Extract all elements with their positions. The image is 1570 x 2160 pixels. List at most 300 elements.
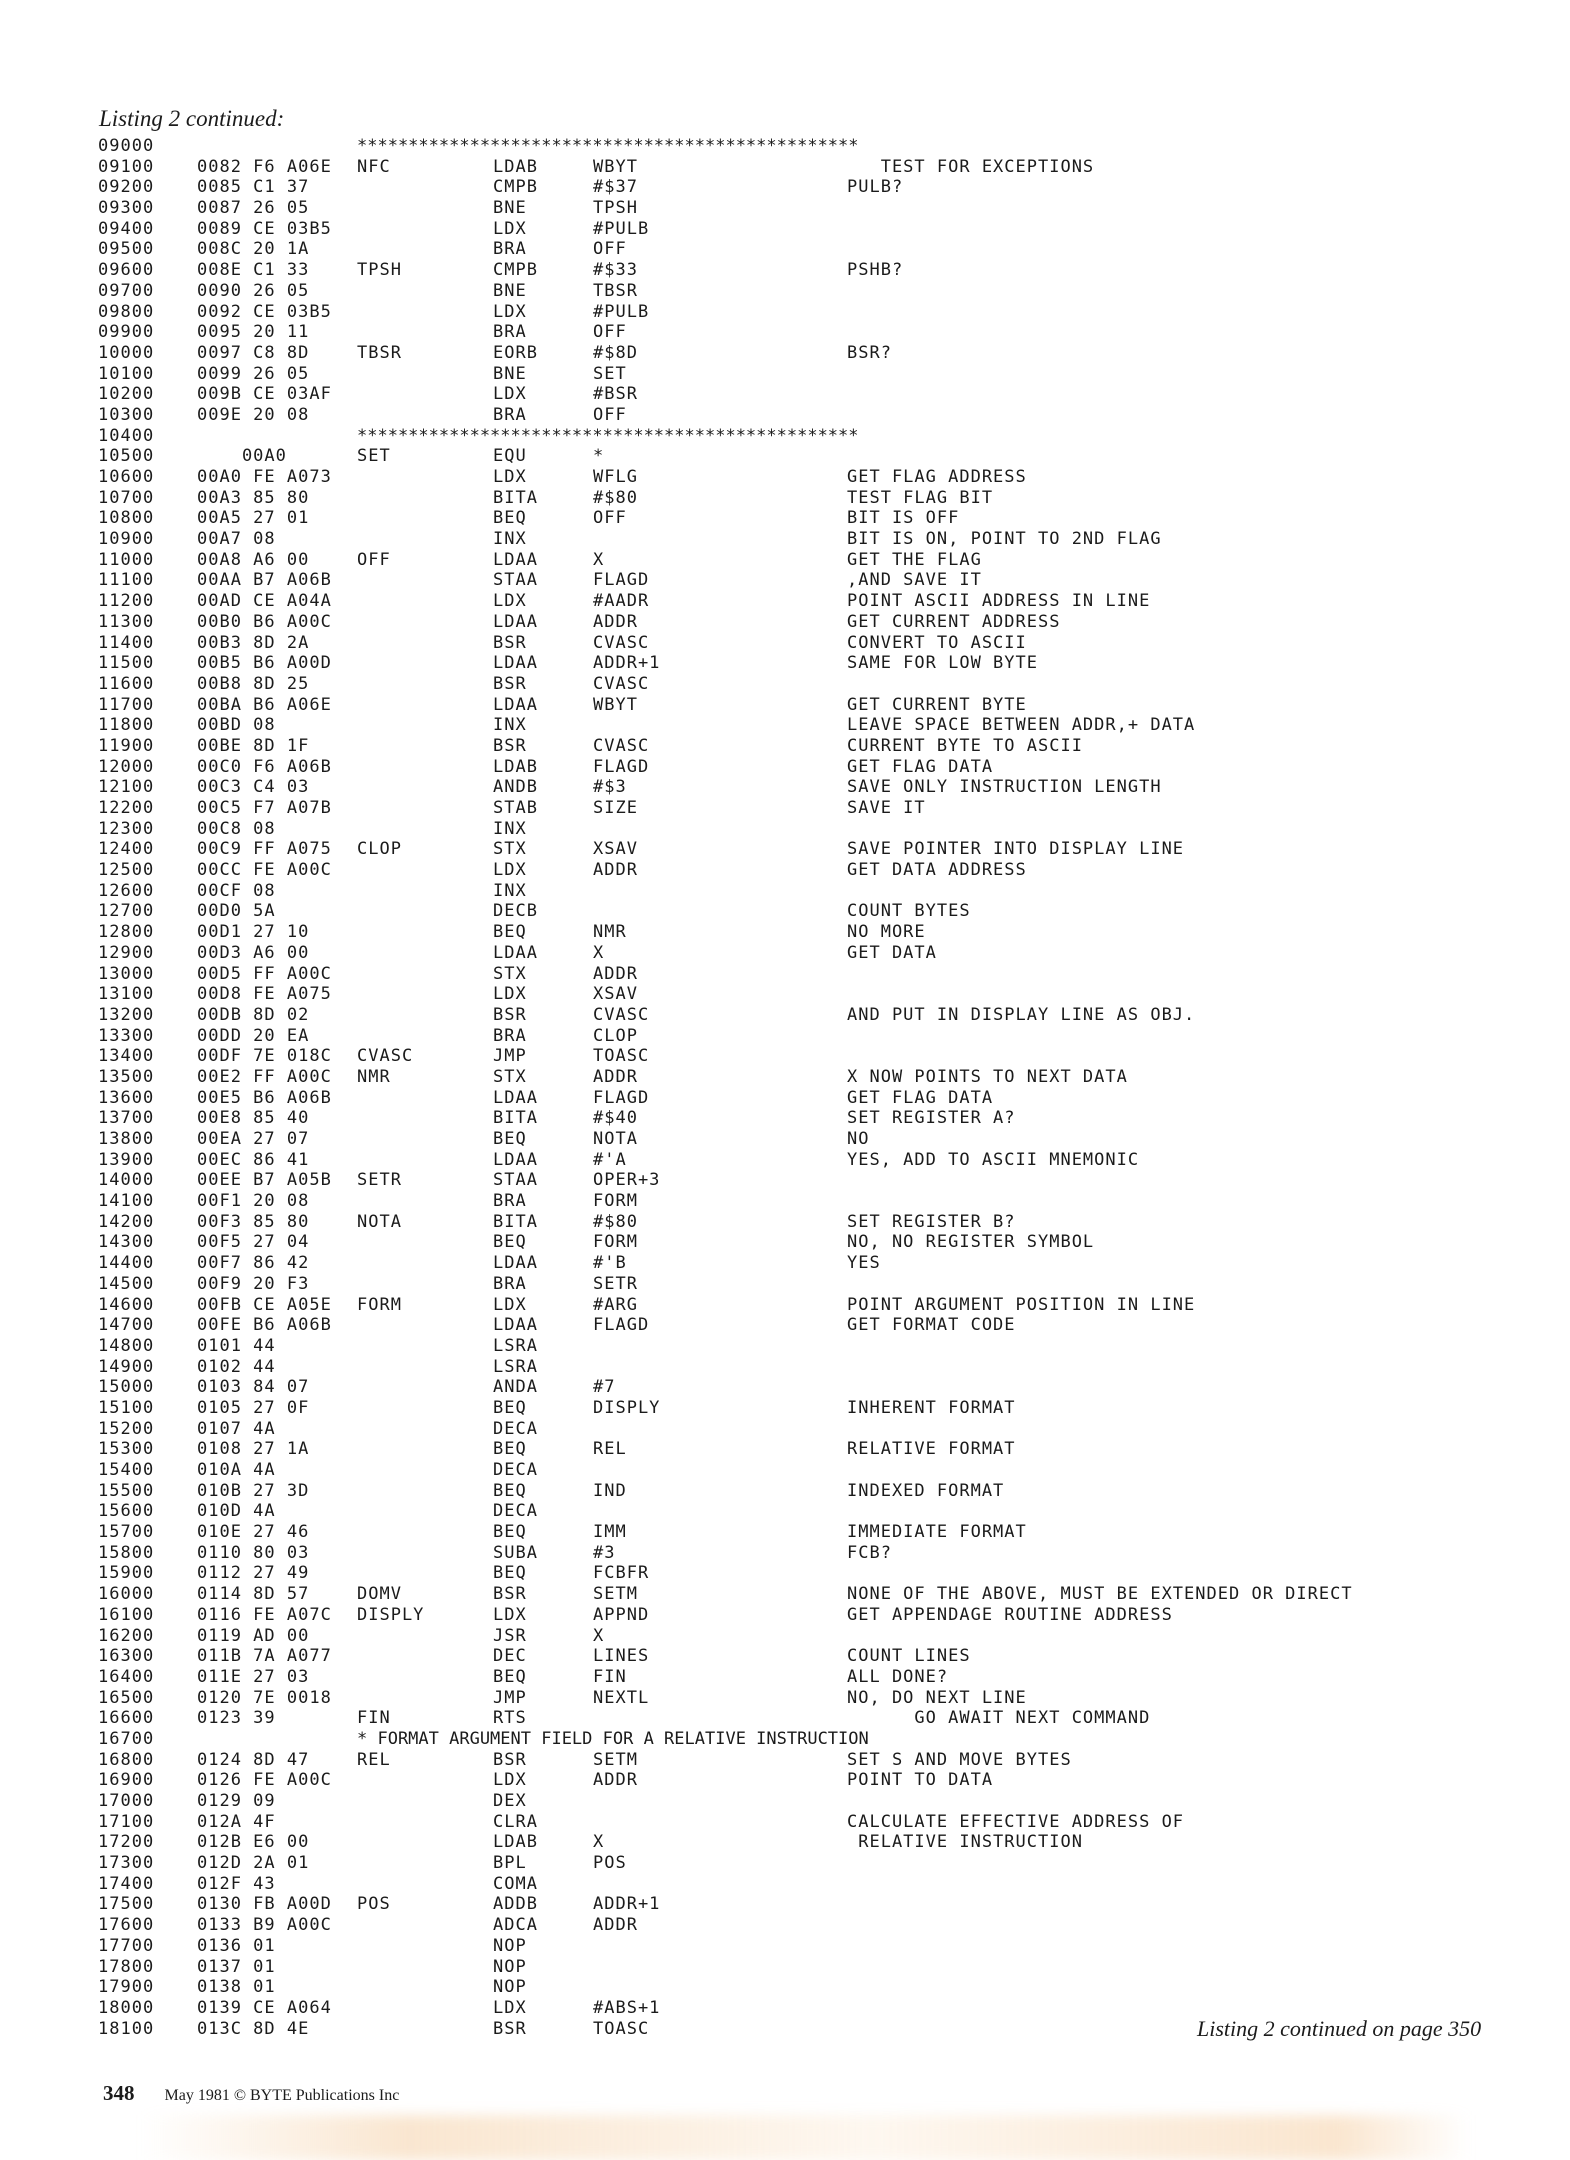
comment: CURRENT BYTE TO ASCII [847,735,1083,756]
line-number: 09400 [98,218,155,239]
comment: GET CURRENT ADDRESS [847,611,1061,632]
comment: GET CURRENT BYTE [847,694,1027,715]
opcode: ADCA [493,1915,538,1936]
asm-label: CVASC [357,1046,414,1067]
line-number: 16900 [98,1770,155,1791]
object-code: 012B E6 00 [197,1832,310,1853]
operand: SIZE [593,798,638,818]
object-code: 0105 27 0F [197,1397,310,1418]
asm-label: NOTA [357,1211,402,1232]
line-number: 16000 [98,1584,155,1605]
comment: INDEXED FORMAT [847,1480,1005,1501]
line-number: 11300 [98,611,155,632]
comment: SET REGISTER A? [847,1108,1016,1129]
object-code: 00AA B7 A06B [197,570,332,591]
object-code: 0082 F6 A06E [197,156,332,177]
line-number: 13100 [98,984,155,1005]
object-code: 0130 FB A00D [197,1894,332,1915]
line-number: 11500 [98,653,155,674]
object-code: 0097 C8 8D [197,342,310,363]
line-number: 11100 [98,570,155,591]
asm-label: TBSR [357,342,402,363]
line-number: 14200 [98,1211,155,1232]
object-code: 0129 09 [197,1791,276,1811]
opcode: INX [493,818,527,839]
comment: PULB? [847,177,904,198]
object-code: 010D 4A [197,1501,276,1522]
line-number: 13300 [98,1025,155,1046]
object-code: 012F 43 [197,1873,276,1894]
operand: OFF [593,322,627,343]
opcode: INX [493,529,527,550]
comment: SAVE ONLY INSTRUCTION LENGTH [847,777,1162,798]
opcode: BEQ [493,1129,527,1149]
operand: #$37 [593,177,638,198]
opcode: ANDA [493,1377,538,1398]
object-code: 0102 44 [197,1356,276,1377]
operand: ADDR+1 [593,653,661,674]
opcode: LDAA [493,1149,538,1170]
operand: FORM [593,1232,638,1253]
opcode: ANDB [493,777,538,798]
operand: ADDR [593,1915,638,1936]
object-code: 00D8 FE A075 [197,984,332,1005]
line-number: 15900 [98,1563,155,1584]
operand: X [593,942,605,963]
asm-label: SET [357,446,391,467]
opcode: ADDB [493,1894,538,1915]
opcode: BITA [493,1211,538,1232]
opcode: BNE [493,363,527,384]
line-number: 16600 [98,1708,155,1729]
object-code: 00F5 27 04 [197,1232,310,1253]
line-number: 13700 [98,1108,155,1129]
opcode: STX [493,963,527,984]
operand: FLAGD [593,1315,650,1336]
opcode: BEQ [493,1480,527,1501]
opcode: CLRA [493,1811,538,1832]
line-number: 10500 [98,446,155,467]
opcode: DECA [493,1501,538,1522]
opcode: STX [493,1066,527,1087]
comment: RELATIVE FORMAT [847,1439,1016,1460]
comment: FCB? [847,1542,892,1563]
operand: ADDR [593,611,638,632]
asm-label: NFC [357,156,391,177]
line-number: 10200 [98,384,155,405]
object-code: 00B0 B6 A00C [197,611,332,632]
opcode: LSRA [493,1356,538,1377]
opcode: BITA [493,1108,538,1129]
opcode: LDAA [493,694,538,715]
object-code: 00D3 A6 00 [197,942,310,963]
object-code: 00EC 86 41 [197,1149,310,1170]
opcode: BSR [493,1584,527,1605]
object-code: 00A7 08 [197,529,276,550]
object-code: 0099 26 05 [197,363,310,384]
comment: NO MORE [847,922,926,943]
comment: GET DATA [847,942,937,963]
object-code: 00BE 8D 1F [197,735,310,756]
operand: CVASC [593,735,650,756]
opcode: JSR [493,1625,527,1646]
opcode: BPL [493,1853,527,1874]
line-number: 10800 [98,508,155,529]
operand: OFF [593,239,627,260]
comment: GET FLAG DATA [847,756,994,777]
operand: #$40 [593,1108,638,1129]
asm-label: DOMV [357,1584,402,1605]
operand: NMR [593,922,627,943]
comment: SET REGISTER B? [847,1211,1016,1232]
object-code: 00F1 20 08 [197,1191,310,1212]
object-code: 0107 4A [197,1418,276,1439]
operand: #ABS+1 [593,1997,661,2018]
line-number: 09700 [98,280,155,301]
operand: TOASC [593,2018,650,2039]
object-code: 00B3 8D 2A [197,632,310,653]
object-code: 00A8 A6 00 [197,549,310,570]
line-number: 15800 [98,1542,155,1563]
line-number: 10300 [98,404,155,425]
comment: INHERENT FORMAT [847,1397,1016,1418]
line-number: 13000 [98,963,155,984]
asm-label: FIN [357,1708,391,1729]
object-code: 00DF 7E 018C [197,1046,332,1067]
opcode: LDAA [493,1087,538,1108]
line-number: 16200 [98,1625,155,1646]
operand: FLAGD [593,1087,650,1108]
operand: NOTA [593,1129,638,1149]
operand: TPSH [593,198,638,219]
operand: FORM [593,1191,638,1212]
operand: OFF [593,508,627,529]
line-number: 10600 [98,467,155,487]
opcode: LDX [493,467,527,487]
line-number: 18100 [98,2018,155,2039]
opcode: LDAA [493,1315,538,1336]
separator-text: ************************************************* [357,136,859,156]
opcode: RTS [493,1708,527,1729]
opcode: STX [493,839,527,860]
line-number: 16500 [98,1687,155,1708]
operand: #BSR [593,384,638,405]
object-code: 00EE B7 A05B [197,1170,332,1191]
opcode: JMP [493,1046,527,1067]
operand: #3 [593,1542,616,1563]
line-number: 10900 [98,529,155,550]
line-number: 15700 [98,1522,155,1543]
operand: #'A [593,1149,627,1170]
line-number: 13900 [98,1149,155,1170]
line-number: 12000 [98,756,155,777]
line-number: 12400 [98,839,155,860]
opcode: JMP [493,1687,527,1708]
line-number: 12900 [98,942,155,963]
asm-label: POS [357,1894,391,1915]
line-number: 14500 [98,1273,155,1294]
object-code: 0090 26 05 [197,280,310,301]
operand: ADDR [593,860,638,881]
line-number: 14300 [98,1232,155,1253]
line-number: 12300 [98,818,155,839]
comment: NONE OF THE ABOVE, MUST BE EXTENDED OR DIRECT [847,1584,1353,1605]
operand: #$80 [593,1211,638,1232]
object-code: 00BD 08 [197,715,276,736]
operand: NEXTL [593,1687,650,1708]
operand: #$33 [593,260,638,281]
opcode: NOP [493,1935,527,1956]
opcode: COMA [493,1873,538,1894]
opcode: BEQ [493,1563,527,1584]
comment: ,AND SAVE IT [847,570,982,591]
opcode: BEQ [493,1397,527,1418]
page-number: 348 [103,2081,135,2105]
opcode: BSR [493,673,527,694]
opcode: BRA [493,1273,527,1294]
line-number: 15400 [98,1460,155,1480]
line-number: 14100 [98,1191,155,1212]
line-number: 10000 [98,342,155,363]
opcode: LDX [493,1997,527,2018]
operand: WBYT [593,156,638,177]
comment: GET FORMAT CODE [847,1315,1016,1336]
line-number: 13600 [98,1087,155,1108]
object-code: 00E8 85 40 [197,1108,310,1129]
object-code: 0120 7E 0018 [197,1687,332,1708]
object-code: 00B8 8D 25 [197,673,310,694]
line-number: 09800 [98,301,155,322]
object-code: 009B CE 03AF [197,384,332,405]
comment: GET APPENDAGE ROUTINE ADDRESS [847,1604,1173,1625]
operand: ADDR [593,1066,638,1087]
object-code: 008C 20 1A [197,239,310,260]
object-code: 00B5 B6 A00D [197,653,332,674]
operand: REL [593,1439,627,1460]
operand: X [593,1625,605,1646]
line-number: 13800 [98,1129,155,1149]
operand: SETR [593,1273,638,1294]
object-code: 009E 20 08 [197,404,310,425]
object-code: 00A5 27 01 [197,508,310,529]
operand: FIN [593,1666,627,1687]
line-number: 15200 [98,1418,155,1439]
object-code: 00C5 F7 A07B [197,798,332,818]
object-code: 00D1 27 10 [197,922,310,943]
operand: SETM [593,1584,638,1605]
line-number: 17800 [98,1956,155,1977]
line-number: 16300 [98,1646,155,1667]
operand: #PULB [593,301,650,322]
paper-stain [140,2115,1470,2160]
listing-caption: Listing 2 continued: [99,106,285,131]
asm-label: DISPLY [357,1604,425,1625]
line-number: 18000 [98,1997,155,2018]
object-code: 0095 20 11 [197,322,310,343]
line-number: 11200 [98,591,155,612]
comment: GET THE FLAG [847,549,982,570]
object-code: 0110 80 03 [197,1542,310,1563]
object-code: 0089 CE 03B5 [197,218,332,239]
operand: #ARG [593,1294,638,1315]
opcode: STAA [493,570,538,591]
object-code: 0138 01 [197,1977,276,1998]
line-number: 09200 [98,177,155,198]
comment: GET FLAG DATA [847,1087,994,1108]
opcode: LDX [493,1770,527,1791]
line-number: 14900 [98,1356,155,1377]
operand: OFF [593,404,627,425]
operand: IMM [593,1522,627,1543]
line-number: 12500 [98,860,155,881]
line-number: 14600 [98,1294,155,1315]
opcode: LDAB [493,156,538,177]
line-number: 12600 [98,880,155,901]
line-number: 11700 [98,694,155,715]
object-code: 0114 8D 57 [197,1584,310,1605]
operand: * [593,446,605,467]
operand: WBYT [593,694,638,715]
opcode: BRA [493,322,527,343]
object-code: 0085 C1 37 [197,177,310,198]
opcode: BRA [493,1025,527,1046]
line-number: 15000 [98,1377,155,1398]
object-code: 013C 8D 4E [197,2018,310,2039]
opcode: LDAB [493,1832,538,1853]
operand: TOASC [593,1046,650,1067]
line-number: 10100 [98,363,155,384]
opcode: BRA [493,239,527,260]
operand: FLAGD [593,570,650,591]
operand: #$80 [593,487,638,508]
opcode: BRA [493,1191,527,1212]
operand: CLOP [593,1025,638,1046]
opcode: BSR [493,632,527,653]
asm-label: FORM [357,1294,402,1315]
operand: X [593,1832,605,1853]
opcode: LDX [493,984,527,1005]
object-code: 0108 27 1A [197,1439,310,1460]
comment: POINT ARGUMENT POSITION IN LINE [847,1294,1196,1315]
object-code: 010A 4A [197,1460,276,1480]
object-code: 00FB CE A05E [197,1294,332,1315]
opcode: INX [493,715,527,736]
opcode: LDX [493,218,527,239]
line-number: 11400 [98,632,155,653]
opcode: DECA [493,1418,538,1439]
line-number: 17700 [98,1935,155,1956]
line-number: 17100 [98,1811,155,1832]
comment: AND PUT IN DISPLAY LINE AS OBJ. [847,1004,1196,1025]
operand: TBSR [593,280,638,301]
line-number: 15600 [98,1501,155,1522]
object-code: 0124 8D 47 [197,1749,310,1770]
line-number: 14000 [98,1170,155,1191]
object-code: 00E2 FF A00C [197,1066,332,1087]
opcode: LDAA [493,942,538,963]
object-code: 00A3 85 80 [197,487,310,508]
object-code: 0126 FE A00C [197,1770,332,1791]
opcode: BNE [493,198,527,219]
opcode: EORB [493,342,538,363]
comment: RELATIVE INSTRUCTION [847,1832,1083,1853]
opcode: LDX [493,591,527,612]
opcode: LDAA [493,653,538,674]
comment: TEST FLAG BIT [847,487,994,508]
object-code: 00C8 08 [197,818,276,839]
line-number: 13200 [98,1004,155,1025]
comment: BSR? [847,342,892,363]
separator-text: * FORMAT ARGUMENT FIELD FOR A RELATIVE INSTRUCTION [357,1728,869,1749]
object-code: 0101 44 [197,1335,276,1356]
object-code: 010B 27 3D [197,1480,310,1501]
asm-label: REL [357,1749,391,1770]
asm-label: CLOP [357,839,402,860]
operand: #'B [593,1253,627,1274]
comment: YES [847,1253,881,1274]
line-number: 09100 [98,156,155,177]
object-code: 00E5 B6 A06B [197,1087,332,1108]
object-code: 011B 7A A077 [197,1646,332,1667]
line-number: 09500 [98,239,155,260]
operand: SET [593,363,627,384]
asm-label: TPSH [357,260,402,281]
operand: APPND [593,1604,650,1625]
operand: ADDR+1 [593,1894,661,1915]
line-number: 09600 [98,260,155,281]
object-code: 00F9 20 F3 [197,1273,310,1294]
comment: BIT IS ON, POINT TO 2ND FLAG [847,529,1162,550]
opcode: BEQ [493,508,527,529]
opcode: CMPB [493,260,538,281]
object-code: 0092 CE 03B5 [197,301,332,322]
line-number: 16800 [98,1749,155,1770]
comment: X NOW POINTS TO NEXT DATA [847,1066,1128,1087]
object-code: 0112 27 49 [197,1563,310,1584]
operand: SETM [593,1749,638,1770]
line-number: 15100 [98,1397,155,1418]
operand: XSAV [593,984,638,1005]
line-number: 14400 [98,1253,155,1274]
publication-info: May 1981 © BYTE Publications Inc [164,2087,400,2104]
operand: #7 [593,1377,616,1398]
object-code: 012A 4F [197,1811,276,1832]
operand: IND [593,1480,627,1501]
object-code: 0139 CE A064 [197,1997,332,2018]
opcode: BSR [493,2018,527,2039]
comment: BIT IS OFF [847,508,960,529]
line-number: 17600 [98,1915,155,1936]
opcode: STAA [493,1170,538,1191]
opcode: LDAB [493,756,538,777]
comment: POINT ASCII ADDRESS IN LINE [847,591,1151,612]
object-code: 00DB 8D 02 [197,1004,310,1025]
operand: CVASC [593,673,650,694]
opcode: BNE [493,280,527,301]
line-number: 10700 [98,487,155,508]
comment: LEAVE SPACE BETWEEN ADDR,+ DATA [847,715,1196,736]
object-code: 00CF 08 [197,880,276,901]
comment: COUNT BYTES [847,901,971,922]
object-code: 008E C1 33 [197,260,310,281]
opcode: BEQ [493,1522,527,1543]
operand: FLAGD [593,756,650,777]
object-code: 00DD 20 EA [197,1025,310,1046]
object-code: 0137 01 [197,1956,276,1977]
comment: GO AWAIT NEXT COMMAND [847,1708,1151,1729]
object-code: 00CC FE A00C [197,860,332,881]
object-code: 00F3 85 80 [197,1211,310,1232]
